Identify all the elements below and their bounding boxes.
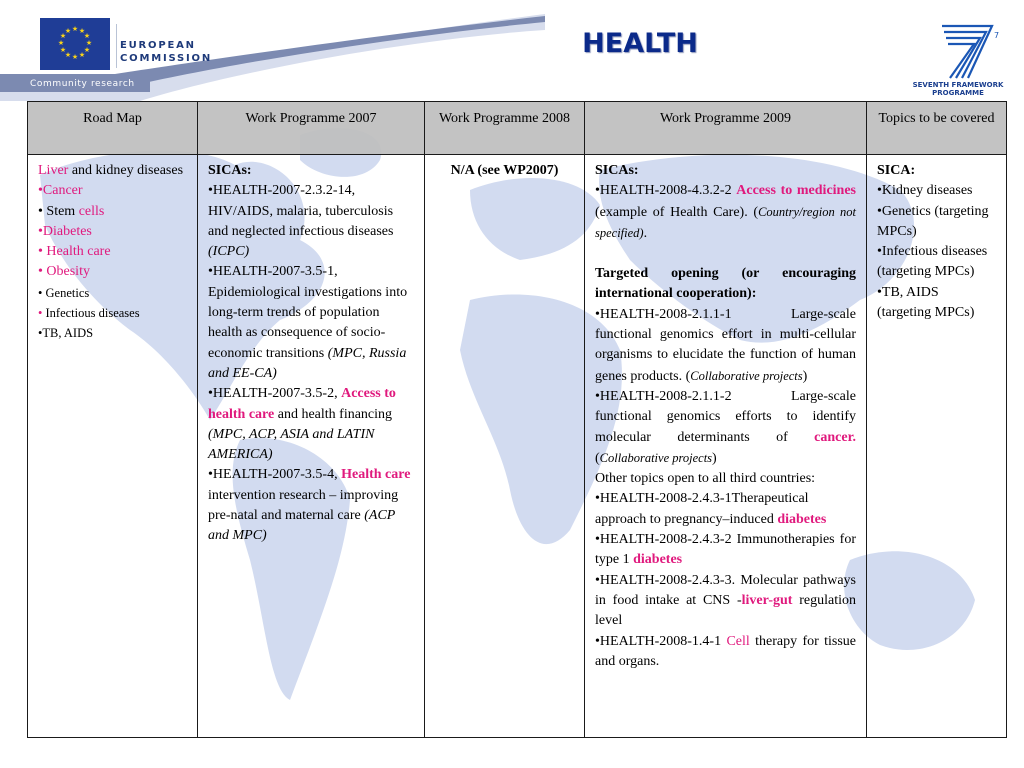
svg-text:★: ★ [64, 27, 72, 35]
svg-text:★: ★ [57, 39, 65, 47]
topics-item: •Kidney diseases [877, 183, 973, 199]
ec-line-1: EUROPEAN [120, 40, 196, 51]
ec-logo-text [120, 39, 212, 65]
svg-text:★: ★ [83, 32, 91, 40]
wp2009-item-3: •HEALTH-2008-2.1.1-2 Large-scale functional genomics efforts to identify molecular determinants of cancer. (Collaborative projects) [595, 388, 856, 466]
wp2007-cell [198, 155, 425, 738]
wp2009-item-7: •HEALTH-2008-1.4-1 Cell therapy for tissue and organs. [595, 633, 856, 669]
road-map-item-obesity: • Obesity [38, 264, 90, 280]
table-row [28, 155, 1007, 738]
fp7-logo-icon [906, 20, 1010, 80]
wp2009-item-2: •HEALTH-2008-2.1.1-1 Large-scale functional genomics effort in multi-cellular organisms to elucidate the function of human genes products. (Collaborative projects) [595, 306, 856, 384]
column-header-road-map: Road Map [28, 102, 198, 155]
topics-cell [867, 155, 1007, 738]
health-roadmap-table [27, 101, 1007, 738]
svg-text:★: ★ [78, 27, 86, 35]
page-title: HEALTH [582, 28, 698, 59]
svg-text:★: ★ [59, 32, 67, 40]
wp2007-item-4: •HEALTH-2007-3.5-4, Health care intervention research – improving pre-natal and maternal care (ACP and MPC) [208, 467, 411, 544]
svg-text:★: ★ [59, 46, 67, 54]
road-map-item-tb-aids: •TB, AIDS [38, 326, 94, 341]
topics-item: •TB, AIDS (targeting MPCs) [877, 284, 975, 321]
wp2009-heading: SICAs: [595, 163, 639, 178]
svg-text:★: ★ [71, 25, 79, 33]
svg-text:★: ★ [85, 39, 93, 47]
topics-heading: SICA: [877, 163, 916, 178]
topics-item: •Genetics (targeting MPCs) [877, 203, 989, 239]
fp7-line-2: PROGRAMME [932, 89, 984, 97]
wp2007-item-1: •HEALTH-2007-2.3.2-14, HIV/AIDS, malaria, tuberculosis and neglected infectious diseases (ICPC) [208, 183, 394, 260]
wp2009-cell [585, 155, 867, 738]
european-commission-logo [40, 18, 213, 74]
wp2009-item-1: •HEALTH-2008-4.3.2-2 Access to medicines (example of Health Care). (Country/region not specified). [595, 183, 857, 241]
wp2009-targeted-opening: Targeted opening (or encouraging international cooperation): [595, 266, 856, 302]
community-research-tagline: Community research [30, 79, 135, 89]
wp2009-other-topics: Other topics open to all third countries: [595, 471, 816, 487]
fp7-logo-text [906, 81, 1010, 97]
column-header-topics: Topics to be covered [867, 102, 1007, 155]
topics-item: •Infectious diseases (targeting MPCs) [877, 244, 988, 280]
eu-flag-icon [40, 18, 110, 70]
road-map-item-stem-cells: • Stem cells [38, 203, 105, 219]
ec-line-2: COMMISSION [120, 53, 213, 64]
road-map-item-liver: Liver and kidney diseases [38, 163, 184, 178]
road-map-cell [28, 155, 198, 738]
wp2007-item-3: •HEALTH-2007-3.5-2, Access to health care and health financing (MPC, ACP, ASIA and LATIN AMERICA) [208, 386, 396, 463]
fp7-line-1: SEVENTH FRAMEWORK [912, 81, 1004, 89]
wp2009-item-4: •HEALTH-2008-2.4.3-1Therapeutical approach to pregnancy–induced diabetes [595, 491, 827, 527]
svg-text:★: ★ [71, 53, 79, 61]
column-header-wp2009: Work Programme 2009 [585, 102, 867, 155]
wp2007-heading: SICAs: [208, 163, 252, 178]
svg-text:★: ★ [83, 46, 91, 54]
road-map-item-infectious: • Infectious diseases [38, 306, 140, 321]
wp2007-item-2: •HEALTH-2007-3.5-1, Epidemiological investigations into long-term trends of population health as consequence of socio-economic transitions (MPC, Russia and EE-CA) [208, 264, 408, 381]
fp7-mark: 7 [994, 31, 1000, 40]
fp7-logo [906, 20, 1010, 100]
wp2009-item-5: •HEALTH-2008-2.4.3-2 Immunotherapies for type 1 diabetes [595, 532, 856, 568]
road-map-item-health-care: • Health care [38, 244, 111, 260]
logo-divider [116, 24, 117, 68]
column-header-wp2007: Work Programme 2007 [198, 102, 425, 155]
column-header-wp2008: Work Programme 2008 [425, 102, 585, 155]
table-header-row [28, 102, 1007, 155]
wp2009-item-6: •HEALTH-2008-2.4.3-3. Molecular pathways in food intake at CNS -liver-gut regulation level [595, 572, 856, 629]
spacer [595, 244, 856, 264]
wp2008-cell: N/A (see WP2007) [425, 155, 585, 738]
road-map-item-genetics: • Genetics [38, 285, 90, 300]
road-map-item-cancer: •Cancer [38, 183, 83, 199]
svg-text:★: ★ [64, 51, 72, 59]
svg-text:★: ★ [78, 51, 86, 59]
road-map-item-diabetes: •Diabetes [38, 223, 92, 239]
